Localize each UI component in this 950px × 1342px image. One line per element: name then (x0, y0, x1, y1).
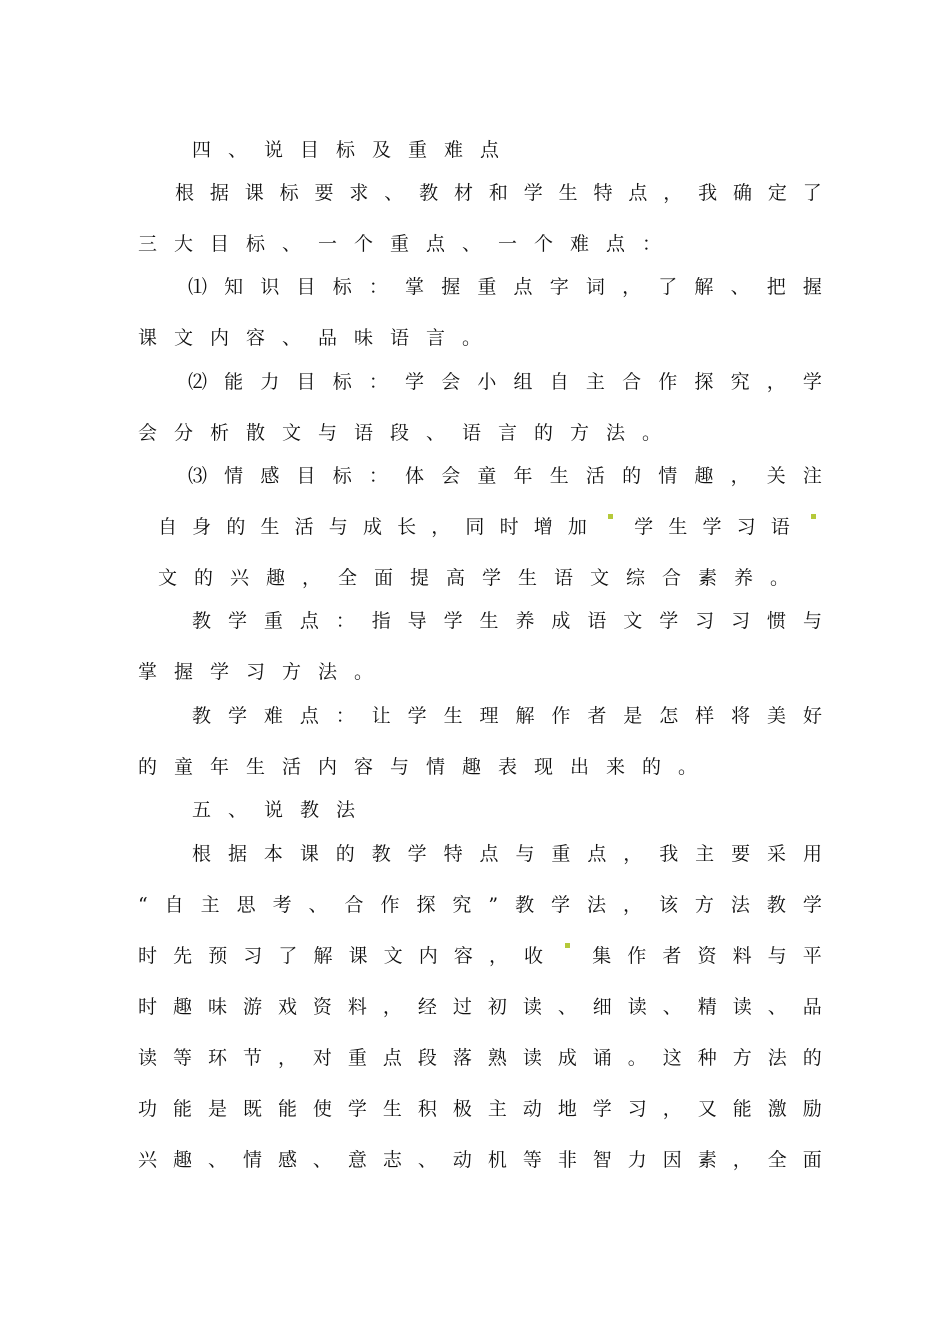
character: 学 (592, 1098, 612, 1120)
character: 教 (766, 894, 786, 916)
character: 点 (479, 843, 499, 865)
character: 积 (417, 1098, 437, 1120)
character: 力 (627, 1149, 647, 1171)
character: 诵 (592, 1047, 612, 1069)
character: 难 (263, 705, 283, 727)
character: 功 (138, 1098, 158, 1120)
character: 力 (260, 371, 280, 393)
character: 主 (200, 894, 220, 916)
character: 学 (405, 371, 425, 393)
character: 节 (242, 1047, 262, 1069)
character: 读 (522, 996, 542, 1018)
character: 课 (348, 945, 368, 967)
character: 导 (407, 610, 427, 632)
character: 这 (662, 1047, 682, 1069)
character: 要 (314, 182, 334, 204)
text-line-20 (138, 1045, 822, 1071)
character: 极 (452, 1098, 472, 1120)
character: 将 (731, 705, 751, 727)
character: 体 (405, 465, 425, 487)
character: 者 (587, 705, 607, 727)
character: 、 (730, 276, 750, 298)
character: 感 (277, 1149, 297, 1171)
character: 作 (627, 945, 647, 967)
character: ⑶ (188, 465, 208, 487)
character: 思 (236, 894, 256, 916)
character: 素 (697, 1149, 717, 1171)
character: 学 (227, 610, 247, 632)
character: 品 (802, 996, 822, 1018)
character: ⑵ (188, 371, 208, 393)
character: 重 (263, 610, 283, 632)
character: 教 (371, 843, 391, 865)
character: 标 (332, 465, 352, 487)
character: 教 (192, 705, 212, 727)
character: 兴 (138, 1149, 158, 1171)
text-line-6 (188, 369, 822, 395)
character: 标 (279, 182, 299, 204)
character: 学 (347, 1098, 367, 1120)
character: 生 (479, 610, 499, 632)
text-line-21 (138, 1096, 822, 1122)
character: 励 (802, 1098, 822, 1120)
text-line-12: 掌握学习方法。 (138, 661, 391, 683)
character: 初 (487, 996, 507, 1018)
character: 目 (296, 276, 316, 298)
character: 根 (175, 182, 195, 204)
character: 是 (623, 705, 643, 727)
character: 能 (732, 1098, 752, 1120)
character: 资 (697, 945, 717, 967)
character: 先 (173, 945, 193, 967)
character: 趣 (172, 996, 192, 1018)
marker-dot (565, 943, 570, 948)
character: 过 (452, 996, 472, 1018)
character: 该 (658, 894, 678, 916)
character: ， (623, 843, 643, 865)
character: ， (382, 996, 402, 1018)
text-line-4 (188, 274, 822, 300)
character: ， (622, 276, 642, 298)
character: 重 (477, 276, 497, 298)
character: 动 (452, 1149, 472, 1171)
character: ， (277, 1047, 297, 1069)
character: 戏 (277, 996, 297, 1018)
character: ， (488, 945, 508, 967)
text-line-13 (192, 703, 822, 729)
text-line-22 (138, 1147, 822, 1173)
character: 学 (802, 371, 822, 393)
character: 料 (347, 996, 367, 1018)
character: 情 (224, 465, 244, 487)
character: ， (766, 371, 786, 393)
character: 学 (407, 843, 427, 865)
text-line-1: 四、说目标及重难点 (192, 139, 517, 161)
text-line-18 (138, 943, 822, 969)
character: 、 (662, 996, 682, 1018)
marker-dot (811, 514, 816, 519)
character: 把 (766, 276, 786, 298)
character: ： (368, 371, 388, 393)
character: 解 (515, 705, 535, 727)
character: 教 (192, 610, 212, 632)
character: 方 (732, 1047, 752, 1069)
text-line-19 (138, 994, 822, 1020)
character: 趣 (172, 1149, 192, 1171)
character: 特 (443, 843, 463, 865)
character: 、 (767, 996, 787, 1018)
character: 标 (332, 276, 352, 298)
character: 情 (242, 1149, 262, 1171)
character: 读 (522, 1047, 542, 1069)
character: 身 (192, 516, 212, 538)
character: 能 (224, 371, 244, 393)
character: 能 (277, 1098, 297, 1120)
character: 的 (226, 516, 246, 538)
character: 握 (441, 276, 461, 298)
text-line-17 (138, 892, 822, 918)
character: 指 (371, 610, 391, 632)
character: 与 (767, 945, 787, 967)
character: 学 (523, 182, 543, 204)
character: 动 (522, 1098, 542, 1120)
character: ， (662, 1098, 682, 1120)
marker-dot (608, 514, 613, 519)
character: 学 (702, 516, 722, 538)
character: ， (732, 1149, 752, 1171)
character: 的 (335, 843, 355, 865)
character: 与 (515, 843, 535, 865)
character: 者 (662, 945, 682, 967)
character: 生 (549, 465, 569, 487)
character: 字 (549, 276, 569, 298)
character: 非 (557, 1149, 577, 1171)
character: 平 (802, 945, 822, 967)
character: 生 (443, 705, 463, 727)
character: 主 (487, 1098, 507, 1120)
character: 知 (224, 276, 244, 298)
character: 生 (558, 182, 578, 204)
character: 标 (332, 371, 352, 393)
character: 合 (622, 371, 642, 393)
character: 根 (192, 843, 212, 865)
character: 解 (694, 276, 714, 298)
character: 作 (380, 894, 400, 916)
character: 会 (441, 465, 461, 487)
character: 合 (344, 894, 364, 916)
character: 点 (299, 610, 319, 632)
character: 学 (659, 610, 679, 632)
text-line-5: 课文内容、品味语言。 (138, 327, 499, 349)
character: 考 (272, 894, 292, 916)
character: 自 (158, 516, 178, 538)
character: 养 (515, 610, 535, 632)
character: 生 (260, 516, 280, 538)
character: 、 (557, 996, 577, 1018)
character: 成 (557, 1047, 577, 1069)
character: 教 (515, 894, 535, 916)
character: 使 (312, 1098, 332, 1120)
character: 据 (227, 843, 247, 865)
character: 又 (697, 1098, 717, 1120)
character: 的 (622, 465, 642, 487)
text-line-10: 文的兴趣，全面提高学生语文综合素养。 (158, 567, 807, 589)
character: 成 (551, 610, 571, 632)
character: 活 (585, 465, 605, 487)
character: 既 (242, 1098, 262, 1120)
character: 课 (244, 182, 264, 204)
character: 会 (441, 371, 461, 393)
character: 容 (453, 945, 473, 967)
character: 段 (417, 1047, 437, 1069)
character: 自 (549, 371, 569, 393)
character: 理 (479, 705, 499, 727)
character: 目 (296, 371, 316, 393)
character: 是 (207, 1098, 227, 1120)
character: 自 (164, 894, 184, 916)
character: 我 (659, 843, 679, 865)
character: 美 (767, 705, 787, 727)
character: 内 (418, 945, 438, 967)
character: 、 (384, 182, 404, 204)
character: 资 (312, 996, 332, 1018)
character: 游 (242, 996, 262, 1018)
character: 作 (658, 371, 678, 393)
text-line-14: 的童年生活内容与情趣表现出来的。 (138, 756, 715, 778)
character: 面 (802, 1149, 822, 1171)
character: 的 (802, 1047, 822, 1069)
character: 怎 (659, 705, 679, 727)
character: 学 (443, 610, 463, 632)
character: 重 (347, 1047, 367, 1069)
character: 样 (695, 705, 715, 727)
character: 习 (731, 610, 751, 632)
character: 环 (207, 1047, 227, 1069)
character: 了 (278, 945, 298, 967)
character: ” (488, 894, 499, 916)
character: 学 (802, 894, 822, 916)
character: 主 (585, 371, 605, 393)
character: 让 (371, 705, 391, 727)
character: 读 (627, 996, 647, 1018)
character: 方 (694, 894, 714, 916)
character: 等 (522, 1149, 542, 1171)
character: 教 (419, 182, 439, 204)
character: 习 (627, 1098, 647, 1120)
character: 和 (488, 182, 508, 204)
character: 语 (770, 516, 790, 538)
character: ： (368, 276, 388, 298)
character: 学 (634, 516, 654, 538)
character: 对 (312, 1047, 332, 1069)
character: 志 (382, 1149, 402, 1171)
character: 全 (767, 1149, 787, 1171)
character: 握 (802, 276, 822, 298)
character: 了 (802, 182, 822, 204)
character: 掌 (405, 276, 425, 298)
character: 要 (731, 843, 751, 865)
character: 等 (172, 1047, 192, 1069)
character: 因 (662, 1149, 682, 1171)
character: 与 (328, 516, 348, 538)
character: 据 (209, 182, 229, 204)
character: 读 (138, 1047, 158, 1069)
character: 了 (658, 276, 678, 298)
character: 熟 (487, 1047, 507, 1069)
character: 时 (138, 945, 158, 967)
character: 趣 (694, 465, 714, 487)
character: 法 (767, 1047, 787, 1069)
character: 语 (587, 610, 607, 632)
character: 机 (487, 1149, 507, 1171)
character: 读 (732, 996, 752, 1018)
character: 学 (551, 894, 571, 916)
character: 活 (294, 516, 314, 538)
text-line-16 (192, 841, 822, 867)
character: 好 (802, 705, 822, 727)
character: 料 (732, 945, 752, 967)
character: 确 (733, 182, 753, 204)
character: 、 (417, 1149, 437, 1171)
character: 点 (587, 843, 607, 865)
text-line-11 (192, 608, 822, 634)
text-line-15: 五、说教法 (192, 799, 373, 821)
character: ， (730, 465, 750, 487)
character: 、 (207, 1149, 227, 1171)
character: 词 (585, 276, 605, 298)
character: 、 (312, 1149, 332, 1171)
character: 时 (138, 996, 158, 1018)
character: ， (622, 894, 642, 916)
character: 落 (452, 1047, 472, 1069)
character: ⑴ (188, 276, 208, 298)
character: 味 (207, 996, 227, 1018)
character: 智 (592, 1149, 612, 1171)
character: 精 (697, 996, 717, 1018)
character: “ (138, 894, 148, 916)
character: 目 (296, 465, 316, 487)
character: 究 (730, 371, 750, 393)
character: 成 (362, 516, 382, 538)
character: 求 (349, 182, 369, 204)
character: 材 (454, 182, 474, 204)
character: 我 (698, 182, 718, 204)
character: 童 (477, 465, 497, 487)
character: ： (368, 465, 388, 487)
text-line-7: 会分析散文与语段、语言的方法。 (138, 422, 679, 444)
character: ， (663, 182, 683, 204)
character: 主 (695, 843, 715, 865)
character: 学 (227, 705, 247, 727)
character: 与 (802, 610, 822, 632)
character: 点 (628, 182, 648, 204)
character: 同 (465, 516, 485, 538)
character: 用 (802, 843, 822, 865)
text-line-8 (188, 463, 822, 489)
text-line-9 (158, 514, 822, 540)
character: 能 (172, 1098, 192, 1120)
character: 习 (243, 945, 263, 967)
character: 意 (347, 1149, 367, 1171)
character: 点 (513, 276, 533, 298)
character: 文 (383, 945, 403, 967)
character: 重 (551, 843, 571, 865)
character: 地 (557, 1098, 577, 1120)
character: 、 (308, 894, 328, 916)
character: 法 (587, 894, 607, 916)
character: 文 (623, 610, 643, 632)
character: 长 (397, 516, 417, 538)
character: 作 (551, 705, 571, 727)
character: 组 (513, 371, 533, 393)
character: 法 (730, 894, 750, 916)
character: 注 (802, 465, 822, 487)
character: 究 (452, 894, 472, 916)
character: 探 (416, 894, 436, 916)
character: 生 (382, 1098, 402, 1120)
character: 点 (299, 705, 319, 727)
character: 小 (477, 371, 497, 393)
character: 年 (513, 465, 533, 487)
character: 学 (407, 705, 427, 727)
character: 感 (260, 465, 280, 487)
character: 识 (260, 276, 280, 298)
character: 课 (299, 843, 319, 865)
character: 增 (533, 516, 553, 538)
character: 定 (767, 182, 787, 204)
character: 习 (695, 610, 715, 632)
character: ： (335, 610, 355, 632)
character: 种 (697, 1047, 717, 1069)
character: 采 (767, 843, 787, 865)
character: 点 (382, 1047, 402, 1069)
character: 集 (592, 945, 612, 967)
text-line-3: 三大目标、一个重点、一个难点： (138, 233, 679, 255)
character: 惯 (767, 610, 787, 632)
character: 经 (417, 996, 437, 1018)
character: 生 (668, 516, 688, 538)
text-line-2 (175, 180, 822, 206)
character: 细 (592, 996, 612, 1018)
character: 加 (567, 516, 587, 538)
character: 本 (263, 843, 283, 865)
character: 预 (208, 945, 228, 967)
character: 情 (658, 465, 678, 487)
character: 习 (736, 516, 756, 538)
character: 探 (694, 371, 714, 393)
character: 激 (767, 1098, 787, 1120)
character: ： (335, 705, 355, 727)
character: ， (431, 516, 451, 538)
character: 时 (499, 516, 519, 538)
character: 解 (313, 945, 333, 967)
character: 关 (766, 465, 786, 487)
character: 。 (627, 1047, 647, 1069)
character: 特 (593, 182, 613, 204)
character: 收 (524, 945, 544, 967)
